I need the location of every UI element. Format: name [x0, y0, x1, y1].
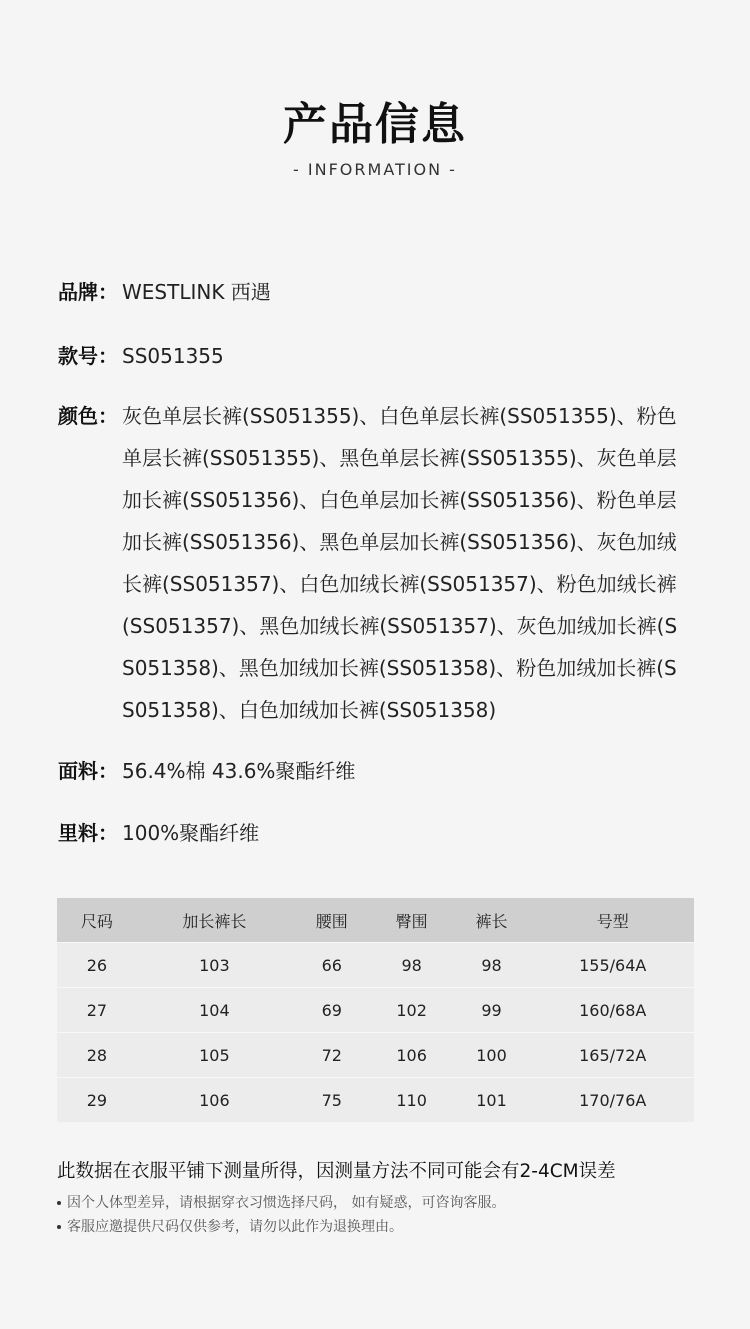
fabric-label: 面料：	[58, 759, 118, 783]
table-row	[57, 988, 694, 1033]
brand-row	[58, 271, 678, 313]
table-cell: 103	[137, 943, 292, 988]
brand-label: 品牌：	[58, 280, 118, 304]
header-cell: 臀围	[372, 898, 452, 943]
table-cell: 106	[137, 1078, 292, 1123]
lining-label: 里料：	[58, 821, 118, 845]
table-cell: 72	[292, 1033, 372, 1078]
header-cell: 尺码	[57, 898, 137, 943]
page-title: 产品信息	[283, 99, 467, 150]
color-value: 灰色单层长裤(SS051355)、白色单层长裤(SS051355)、粉色单层长裤(SS051355)、黑色单层长裤(SS051355)、灰色单层加长裤(SS051356)、白色单层加长裤(SS051356)、粉色单层加长裤(SS051356)、黑色单层加长裤(SS051356)、灰色加绒长裤(SS051357)、白色加绒长裤(SS051357)、粉色加绒长裤(SS051357)、黑色加绒长裤(SS051357)、灰色加绒加长裤(SS051358)、黑色加绒加长裤(SS051358)、粉色加绒加长裤(SS051358)、白色加绒加长裤(SS051358)	[122, 404, 678, 722]
model-label: 款号：	[58, 344, 118, 368]
table-cell: 75	[292, 1078, 372, 1123]
table-cell: 26	[57, 943, 137, 988]
table-cell: 98	[452, 943, 532, 988]
note-item	[57, 1216, 403, 1236]
table-cell: 66	[292, 943, 372, 988]
note-text: 因个人体型差异，请根据穿衣习惯选择尺码， 如有疑惑，可咨询客服。	[67, 1195, 506, 1211]
size-table-header	[57, 898, 694, 943]
table-cell: 105	[137, 1033, 292, 1078]
brand-value: WESTLINK 西遇	[122, 280, 271, 304]
lining-row	[58, 812, 678, 854]
model-row	[58, 335, 678, 377]
measurement-note: 此数据在衣服平铺下测量所得，因测量方法不同可能会有2-4CM误差	[57, 1161, 616, 1182]
color-label: 颜色：	[58, 404, 118, 428]
table-cell: 170/76A	[531, 1078, 694, 1123]
table-cell: 155/64A	[531, 943, 694, 988]
model-value: SS051355	[122, 344, 224, 368]
header-cell: 腰围	[292, 898, 372, 943]
table-cell: 100	[452, 1033, 532, 1078]
table-cell: 27	[57, 988, 137, 1033]
table-cell: 29	[57, 1078, 137, 1123]
fabric-value: 56.4%棉 43.6%聚酯纤维	[122, 759, 356, 783]
note-text: 客服应邀提供尺码仅供参考，请勿以此作为退换理由。	[67, 1219, 403, 1235]
header-cell: 号型	[531, 898, 694, 943]
table-cell: 110	[372, 1078, 452, 1123]
table-cell: 165/72A	[531, 1033, 694, 1078]
table-cell: 99	[452, 988, 532, 1033]
table-cell: 69	[292, 988, 372, 1033]
table-cell: 28	[57, 1033, 137, 1078]
fabric-row	[58, 750, 678, 792]
bullet-icon	[57, 1225, 61, 1229]
note-item	[57, 1192, 505, 1212]
table-cell: 98	[372, 943, 452, 988]
table-row	[57, 1078, 694, 1123]
table-cell: 102	[372, 988, 452, 1033]
table-cell: 106	[372, 1033, 452, 1078]
table-row	[57, 943, 694, 988]
color-row	[58, 395, 678, 731]
table-cell: 104	[137, 988, 292, 1033]
header-cell: 加长裤长	[137, 898, 292, 943]
table-cell: 160/68A	[531, 988, 694, 1033]
header-cell: 裤长	[452, 898, 532, 943]
page-subtitle: - INFORMATION -	[293, 160, 457, 179]
size-table	[57, 898, 694, 1122]
lining-value: 100%聚酯纤维	[122, 821, 260, 845]
bullet-icon	[57, 1201, 61, 1205]
table-cell: 101	[452, 1078, 532, 1123]
table-row	[57, 1033, 694, 1078]
